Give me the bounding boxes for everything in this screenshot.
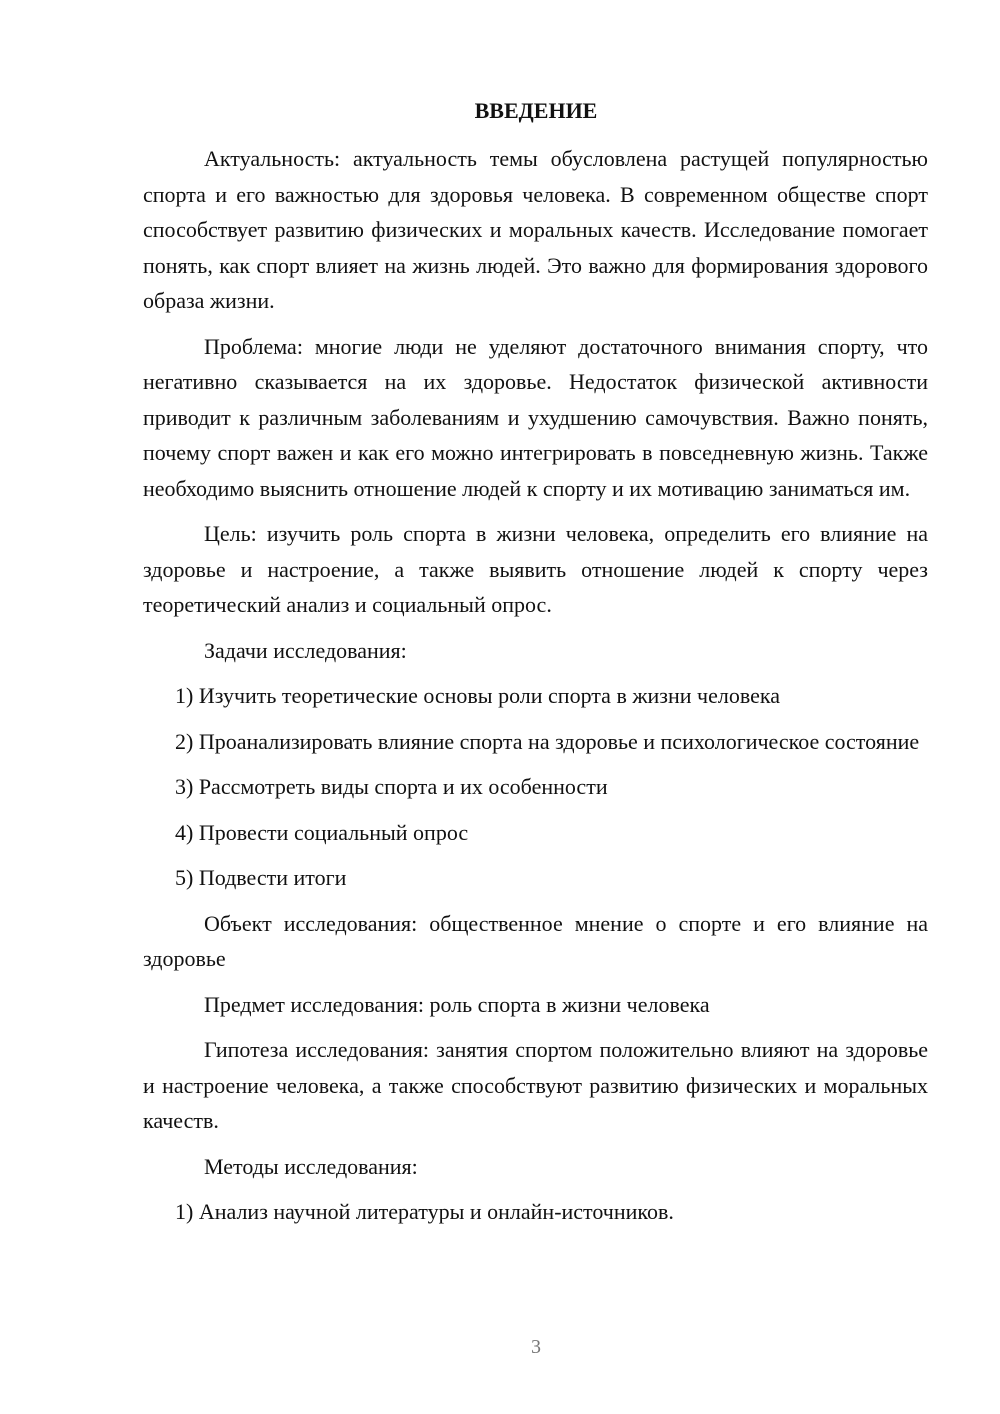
paragraph-subject: Предмет исследования: роль спорта в жизни человека [204,991,710,1017]
paragraph-relevance: Актуальность: актуальность темы обусловлена растущей популярностью спорта и его важностью для здоровья человека. В современном обществе спорт способствует развитию физических и моральных качеств. Исследование помогает понять, как спорт влияет на жизнь людей. Это важно для формирования здорового образа жизни. [143,146,928,313]
method-item-1: 1) Анализ научной литературы и онлайн-источников. [175,1199,674,1224]
page-number: 3 [531,1336,541,1358]
paragraph-problem: Проблема: многие люди не уделяют достаточного внимания спорту, что негативно сказывается на их здоровье. Недостаток физической активности приводит к различным заболеваниям и ухудшению самочувствия. Важно понять, почему спорт важен и как его можно интегрировать в повседневную жизнь. Также необходимо выяснить отношение людей к спорту и их мотивацию заниматься им. [143,333,928,501]
task-item-4: 4) Провести социальный опрос [175,819,469,845]
paragraph-goal: Цель: изучить роль спорта в жизни человека, определить его влияние на здоровье и настроение, а также выявить отношение людей к спорту через теоретический анализ и социальный опрос. [143,521,928,617]
paragraph-object: Объект исследования: общественное мнение о спорте и его влияние на здоровье [143,910,928,971]
paragraph-tasks-heading: Задачи исследования: [204,637,407,663]
section-title: ВВЕДЕНИЕ [474,98,598,123]
document-body [143,141,928,1230]
paragraph-methods-heading: Методы исследования: [204,1153,418,1179]
task-item-3: 3) Рассмотреть виды спорта и их особенности [175,774,608,799]
paragraph-hypothesis: Гипотеза исследования: занятия спортом положительно влияют на здоровье и настроение человека, а также способствуют развитию физических и моральных качеств. [143,1037,928,1133]
task-item-5: 5) Подвести итоги [175,865,347,890]
task-item-2: 2) Проанализировать влияние спорта на здоровье и психологическое состояние [175,728,920,754]
task-item-1: 1) Изучить теоретические основы роли спорта в жизни человека [175,683,780,708]
